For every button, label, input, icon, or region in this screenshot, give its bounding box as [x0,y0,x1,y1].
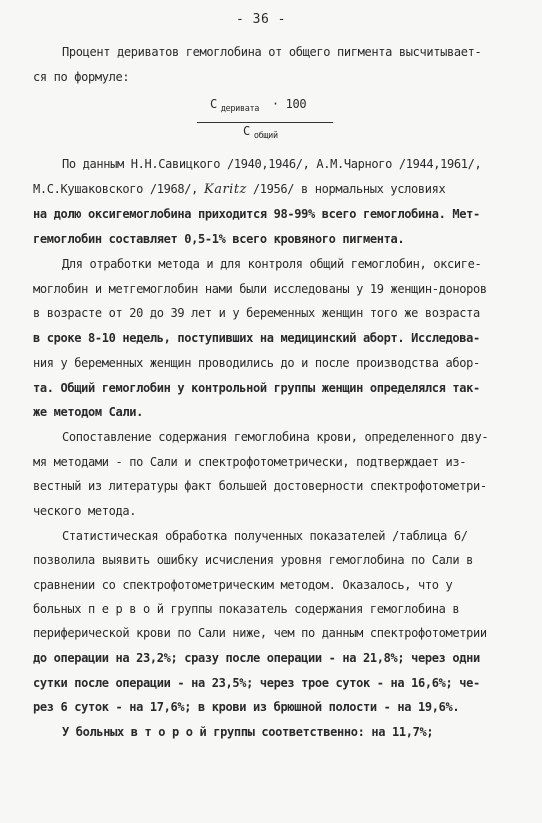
p3-line-1: Сопоставление содержания гемоглобина крови, определенного дву- [62,430,489,444]
p3-line-4: ческого метода. [33,504,137,518]
p4-line-7: сутки после операции - на 23,5%; через трое суток - на 16,6%; че- [33,676,480,690]
p4-line-2: позволила выявить ошибку исчисления уровня гемоглобина по Сали в [33,553,473,567]
intro-line-2: ся по формуле: [33,70,130,84]
p2-line-3: в возрасте от 20 до 39 лет и у беременных женщин того же возраста [33,306,480,320]
p4-line-6: до операции на 23,2%; сразу после операции - на 21,8%; через одни [33,651,480,665]
p2-line-6: та. Общий гемоглобин у контрольной группы женщин определялся так- [33,381,480,395]
p2-line-7: же методом Сали. [33,405,143,419]
p1-line-2 [33,182,445,197]
formula-denominator-sub: общий [253,131,278,141]
p2-line-1: Для отработки метода и для контроля общий гемоглобин, оксиге- [62,257,482,271]
intro-line-1: Процент дериватов гемоглобина от общего пигмента высчитывает- [62,45,482,59]
p4-line-8: рез 6 суток - на 17,6%; в крови из брюшной полости - на 19,6%. [33,700,460,714]
p2-line-5: ния у беременных женщин проводились до и после производства абор- [33,356,480,370]
p3-line-3: вестный из литературы факт большей достоверности спектрофотометри- [33,479,487,493]
handwritten-name: Karitz [204,182,247,197]
p3-line-2: мя методами - по Сали и спектрофотометрически, подтверждает из- [33,455,467,469]
p4-line-1: Статистическая обработка полученных показателей /таблица 6/ [62,529,468,543]
formula-numerator-tail: · 100 [271,97,307,111]
formula-numerator-base: С [210,97,217,111]
fraction-bar [197,122,333,123]
p5-line-1: У больных в т о р о й группы соответственно: на 11,7%; [62,725,434,739]
page-number: - 36 - [236,12,286,27]
p1-line-4: гемоглобин составляет 0,5-1% всего кровяного пигмента. [33,232,405,246]
p1-line-1: По данным Н.Н.Савицкого /1940,1946/, А.М.Чарного /1944,1961/, [62,157,482,171]
p4-line-5: периферической крови по Сали ниже, чем по данным спектрофотометрии [33,626,487,640]
p4-line-4: больных п е р в о й группы показатель содержания гемоглобина в [33,602,460,616]
formula-numerator-sub: деривата [220,104,260,114]
formula-denominator-base: С [243,124,250,138]
p4-line-3: сравнении со спектрофотометрическим методом. Оказалось, что у [33,578,453,592]
p1-line-2-start: М.С.Кушаковского /1968/, [33,182,198,196]
p1-line-3: на долю оксигемоглобина приходится 98-99% всего гемоглобина. Мет- [33,207,480,221]
p2-line-4: в сроке 8-10 недель, поступивших на медицинский аборт. Исследова- [33,331,480,345]
formula-numerator [210,97,306,113]
p2-line-2: моглобин и метгемоглобин нами были исследованы у 19 женщин-доноров [33,282,487,296]
formula-denominator [243,124,278,140]
p1-line-2-end: /1956/ в нормальных условиях [252,182,446,196]
